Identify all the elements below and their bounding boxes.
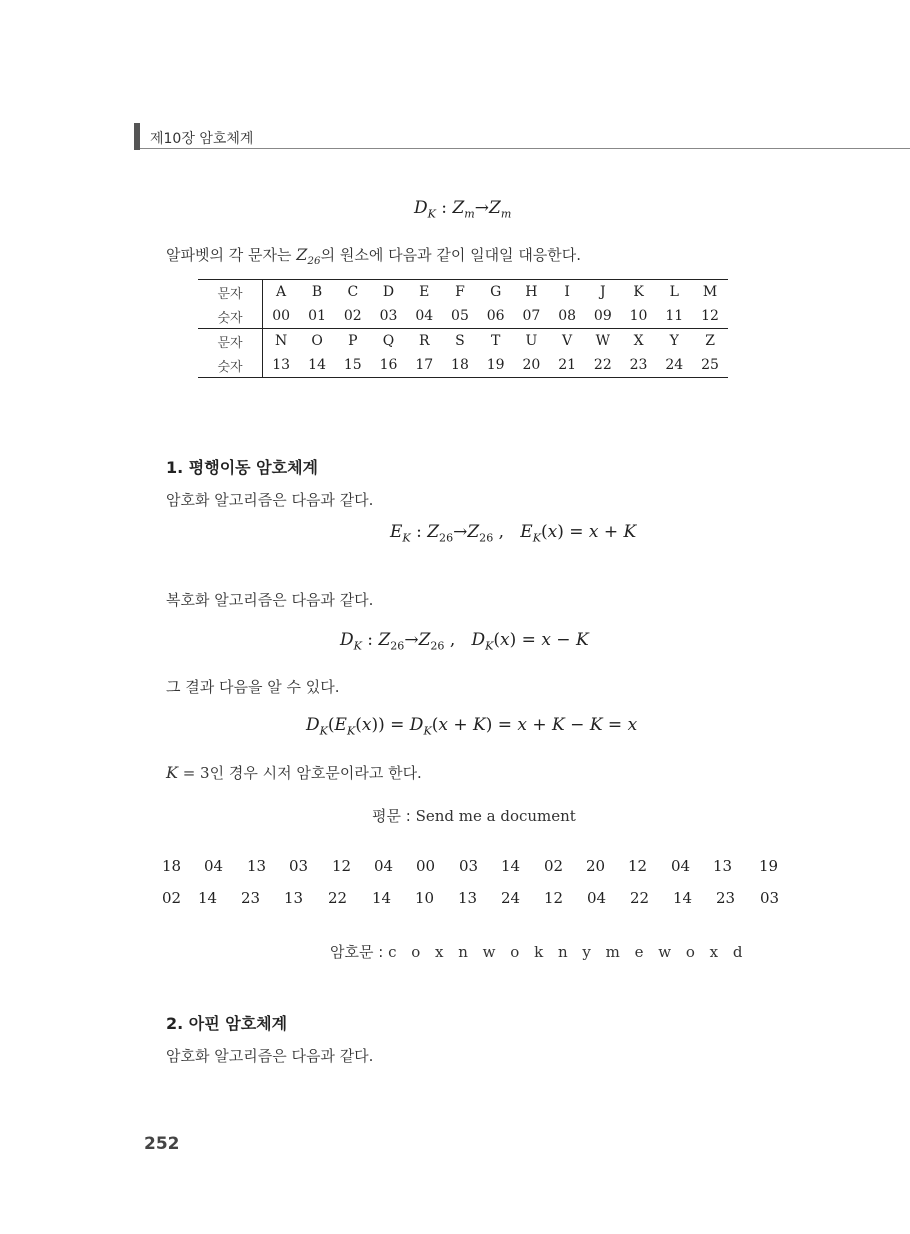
section-title-affine-cipher: 2. 아핀 암호체계	[166, 1014, 288, 1033]
table-row: 문자 A B C D E F G H I J K L M	[198, 280, 728, 305]
number-row-2: 02 14 23 13 22 14 10 13 24 12 04 22 14 23 03	[162, 889, 780, 907]
encryption-text: 암호화 알고리즘은 다음과 같다.	[166, 491, 374, 509]
example-text: K = 3인 경우 시저 암호문이라고 한다.	[166, 763, 422, 782]
table-row: 숫자 13 14 15 16 17 18 19 20 21 22 23 24 25	[198, 353, 728, 378]
intro-text: 알파벳의 각 문자는 $Z_{26}$의 원소에 다음과 같이 일대일 대응한다.	[166, 245, 582, 268]
formula-encryption: $E_K$ : $Z_{26}\to Z_{26}$ , $E_K(x) = x + K$	[390, 522, 637, 545]
formula-composition: $D_K(E_K(x)) = D_K(x + K) = x + K - K = x$	[306, 715, 638, 738]
encryption-text-2: 암호화 알고리즘은 다음과 같다.	[166, 1047, 374, 1065]
header-rule	[140, 148, 910, 149]
ciphertext-line: 암호문 : c o x n w o k n y m e w o x d	[330, 943, 748, 961]
number-row-1: 18 04 13 03 12 04 00 03 14 02 20 12 04 13 19	[162, 857, 779, 875]
page-number: 252	[144, 1134, 180, 1154]
decryption-text: 복호화 알고리즘은 다음과 같다.	[166, 591, 374, 609]
table-row: 문자 N O P Q R S T U V W X Y Z	[198, 329, 728, 354]
chapter-header: 제10장 암호체계	[150, 131, 254, 147]
plaintext-line: 평문 : Send me a document	[372, 807, 576, 825]
section-title-shift-cipher: 1. 평행이동 암호체계	[166, 458, 318, 477]
formula-decryption: $D_K$ : $Z_{26}\to Z_{26}$ , $D_K(x) = x - K$	[340, 630, 589, 653]
plaintext-value: Send me a document	[415, 807, 576, 825]
alphabet-table	[198, 279, 728, 378]
ciphertext-value: c o x n w o k n y m e w o x d	[388, 943, 748, 961]
formula-dk-map: $D_K$ : $Z_m\to Z_m$	[414, 198, 512, 221]
header-bar	[134, 123, 140, 150]
result-text: 그 결과 다음을 알 수 있다.	[166, 678, 340, 696]
table-row: 숫자 00 01 02 03 04 05 06 07 08 09 10 11 12	[198, 304, 728, 329]
